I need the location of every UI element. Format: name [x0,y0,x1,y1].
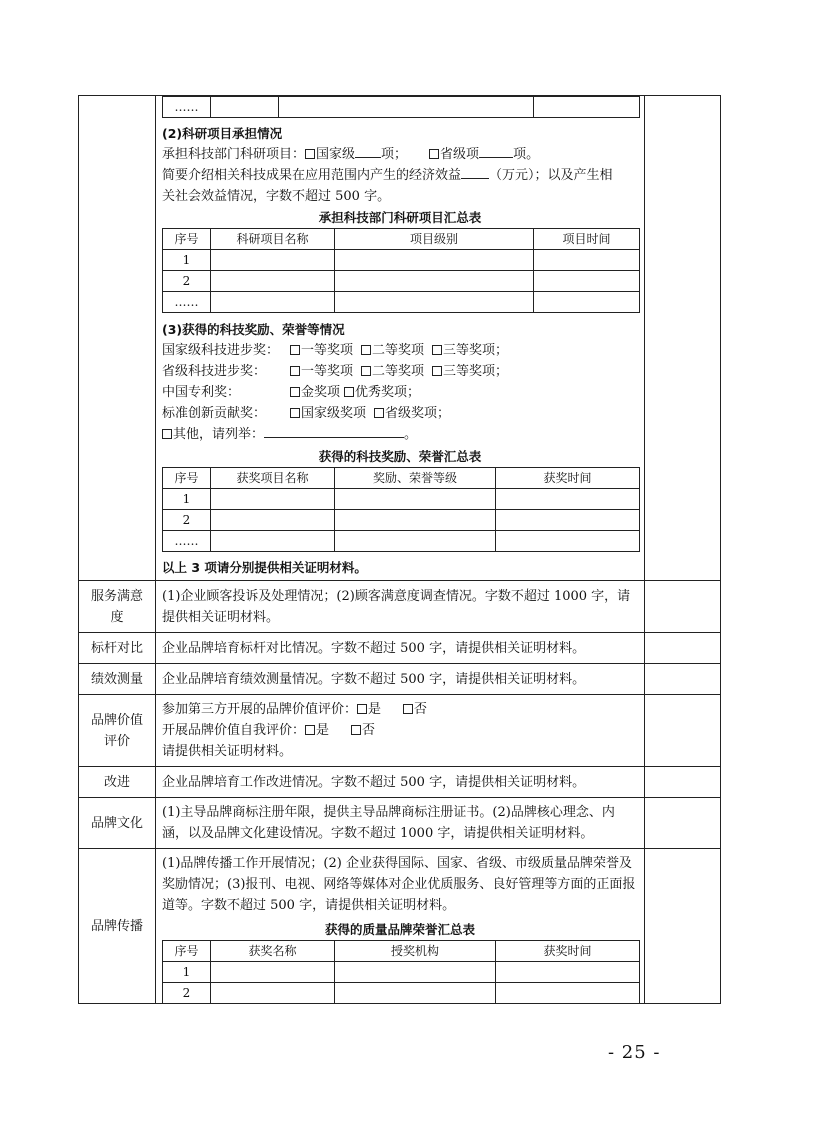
table-header-row [163,229,640,250]
communication-content [156,849,645,1004]
header-cell: 获奖时间 [496,468,640,489]
benchmark-text: 企业品牌培育标杆对比情况。字数不超过 500 字，请提供相关证明材料。 [156,633,645,664]
header-cell: 获奖名称 [211,941,335,962]
service-label: 服务满意度 [79,581,156,633]
provincial-award-line: 省级科技进步奖： 一等奖项 二等奖项 三等奖项； [162,364,509,379]
sec2-heading: (2)科研项目承担情况 [162,126,283,141]
table-row: 1 [163,250,640,271]
table-row: 1 [163,489,640,510]
sec2-line3: 关社会效益情况，字数不超过 500 字。 [162,189,391,204]
communication-table-title: 获得的质量品牌荣誉汇总表 [324,922,475,937]
blank-field[interactable] [461,166,489,179]
sec2-table-title: 承担科技部门科研项目汇总表 [318,210,482,225]
proof-line: 请提供相关证明材料。 [162,744,293,759]
score-cell [645,633,721,664]
awards-table [162,467,640,552]
header-cell: 科研项目名称 [211,229,335,250]
improve-row [79,767,721,798]
blank-field[interactable] [355,145,381,158]
sec2-line1: 承担科技部门科研项目： 国家级 项； 省级项 项。 [162,147,540,162]
score-cell [645,695,721,767]
brand-value-content [156,695,645,767]
performance-label: 绩效测量 [79,664,156,695]
score-cell [645,581,721,633]
sec3-note: 以上 3 项请分别提供相关证明材料。 [162,560,367,575]
header-cell: 项目时间 [534,229,640,250]
checkbox-icon[interactable] [361,345,371,355]
continuation-cell [534,97,640,118]
third-party-eval-line: 参加第三方开展的品牌价值评价： 是 否 [162,702,428,717]
table-header-row [163,941,640,962]
service-row [79,581,721,633]
benchmark-label: 标杆对比 [79,633,156,664]
research-awards-label [79,96,156,581]
score-cell [645,767,721,798]
table-header-row [163,468,640,489]
research-awards-content [156,96,645,581]
checkbox-icon[interactable] [374,408,384,418]
continuation-table [162,96,640,118]
patent-award-line: 中国专利奖： 金奖项 优秀奖项； [162,385,421,400]
checkbox-icon[interactable] [351,725,361,735]
header-cell: 项目级别 [335,229,534,250]
sec3-table-title: 获得的科技奖励、荣誉汇总表 [318,449,482,464]
checkbox-icon[interactable] [361,366,371,376]
culture-text: (1)主导品牌商标注册年限，提供主导品牌商标注册证书。(2)品牌核心理念、内涵，以及品牌文化建设情况。字数不超过 1000 字，请提供相关证明材料。 [156,798,645,849]
checkbox-icon[interactable] [290,366,300,376]
header-cell: 奖励、荣誉等级 [335,468,496,489]
table-row: 1 [163,962,640,983]
header-cell: 获奖时间 [496,941,640,962]
checkbox-icon[interactable] [432,345,442,355]
header-cell: 序号 [163,941,211,962]
standard-award-line: 标准创新贡献奖： 国家级奖项 省级奖项； [162,406,451,421]
other-award-line: 其他，请列举： 。 [162,424,638,445]
checkbox-icon[interactable] [290,345,300,355]
blank-field[interactable] [264,425,404,438]
checkbox-icon[interactable] [305,725,315,735]
score-cell [645,849,721,1004]
improve-text: 企业品牌培育工作改进情况。字数不超过 500 字，请提供相关证明材料。 [156,767,645,798]
page-number: - 25 - [608,1042,661,1063]
benchmark-row [79,633,721,664]
communication-text: (1)品牌传播工作开展情况；(2) 企业获得国际、国家、省级、市级质量品牌荣誉及奖励情况；(3)报刊、电视、网络等媒体对企业优质服务、良好管理等方面的正面报道等。字数不超过 500 字，请提供相关证明材料。 [162,856,636,913]
culture-row [79,798,721,849]
score-cell [645,664,721,695]
continuation-cell: …… [163,97,211,118]
brand-value-row [79,695,721,767]
score-cell [645,798,721,849]
score-cell [645,96,721,581]
evaluation-table [78,95,721,1004]
checkbox-icon[interactable] [290,387,300,397]
performance-row [79,664,721,695]
header-cell: 序号 [163,229,211,250]
improve-label: 改进 [79,767,156,798]
self-eval-line: 开展品牌价值自我评价： 是 否 [162,723,376,738]
table-row: 2 [163,983,640,1004]
checkbox-icon[interactable] [162,429,172,439]
checkbox-icon[interactable] [305,149,315,159]
quality-honors-table [162,940,640,1004]
checkbox-icon[interactable] [403,704,413,714]
checkbox-icon[interactable] [344,387,354,397]
communication-label: 品牌传播 [79,849,156,1004]
service-text: (1)企业顾客投诉及处理情况；(2)顾客满意度调查情况。字数不超过 1000 字，请提供相关证明材料。 [156,581,645,633]
checkbox-icon[interactable] [357,704,367,714]
culture-label: 品牌文化 [79,798,156,849]
checkbox-icon[interactable] [429,149,439,159]
research-projects-table [162,228,640,313]
continuation-cell [211,97,279,118]
national-award-line: 国家级科技进步奖： 一等奖项 二等奖项 三等奖项； [162,343,509,358]
checkbox-icon[interactable] [432,366,442,376]
sec2-line2: 简要介绍相关科技成果在应用范围内产生的经济效益 （万元）；以及产生相 [162,168,613,183]
communication-row [79,849,721,1004]
table-row: 2 [163,271,640,292]
header-cell: 获奖项目名称 [211,468,335,489]
research-awards-row [79,96,721,581]
table-row: 2 [163,510,640,531]
header-cell: 授奖机构 [335,941,496,962]
table-row: …… [163,292,640,313]
header-cell: 序号 [163,468,211,489]
brand-value-label: 品牌价值 评价 [79,695,156,767]
sec3-heading: (3)获得的科技奖励、荣誉等情况 [162,322,345,337]
performance-text: 企业品牌培育绩效测量情况。字数不超过 500 字，请提供相关证明材料。 [156,664,645,695]
table-row: …… [163,531,640,552]
continuation-cell [279,97,534,118]
blank-field[interactable] [479,145,513,158]
checkbox-icon[interactable] [290,408,300,418]
